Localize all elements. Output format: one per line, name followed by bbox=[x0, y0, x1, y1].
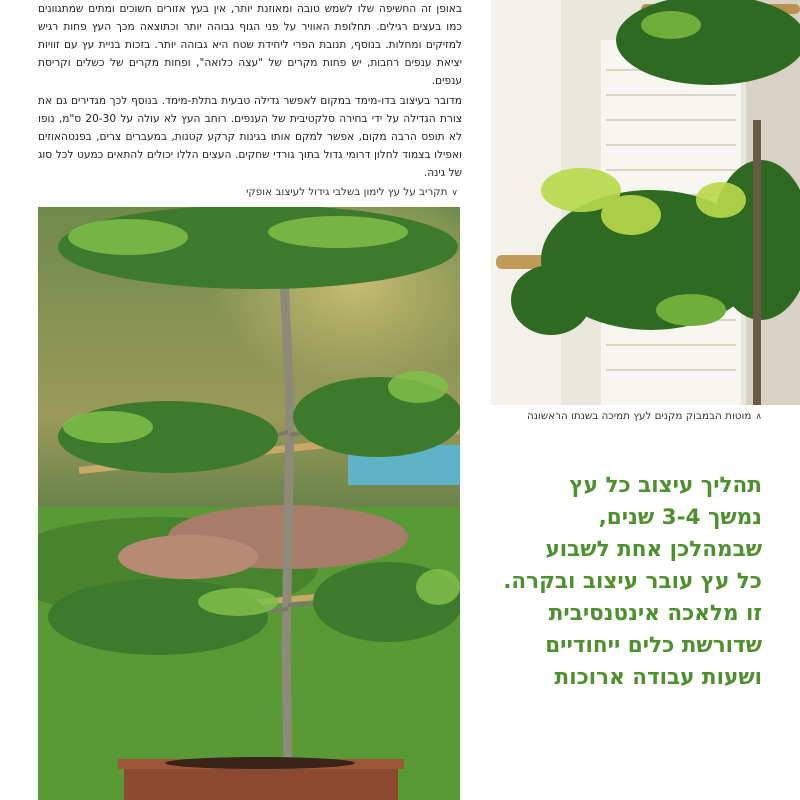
pull-quote-line: ושעות עבודה ארוכות bbox=[554, 665, 762, 690]
bamboo-support-illustration bbox=[491, 0, 800, 405]
pull-quote-line: נמשך 3-4 שנים, bbox=[598, 505, 762, 530]
pull-quote-line: תהליך עיצוב כל עץ bbox=[569, 473, 762, 498]
espalier-lemon-tree-photo bbox=[38, 207, 460, 800]
lemon-tree-illustration bbox=[38, 207, 460, 800]
caption-arrow-down-icon: ∨ bbox=[451, 188, 458, 198]
main-caption-text: תקריב על עץ לימון בשלבי גידול לעיצוב אופקי bbox=[246, 186, 448, 198]
pull-quote-line: שדורשת כלים ייחודיים bbox=[545, 633, 762, 658]
body-paragraph-2: מדובר בעיצוב בדו-מימד במקום לאפשר גדילה טבעית בתלת-מימד. בנוסף לכך מגדירים גם את צורת הגדילה על ידי בחירה סלקטיבית של הענפים. רוחב העץ לא עולה על 20-30 ס"מ, נופו לא תופס הרבה מקום, אפשר למקם אותו בגינות קרקע קטנות, במעברים צרים, בפנטהאוזים ואפילו בצמוד לחלון דרומי גדול בתוך גורדי שחקים. העצים הללו יכולים להתאים כמעט לכל סוג של גינה. bbox=[38, 95, 462, 179]
body-paragraph-1: באופן זה החשיפה שלו לשמש טובה ומאוזנת יותר, אין בעץ אזורים חשוכים ומתים שמתגוונים כמו בעצים רגילים. תחלופת האוויר על פני הגוף גבוהה יותר וכתוצאה מכך העץ פחות רגיש למזיקים ומחלות. בנוסף, תנובת הפרי ליחידת שטח היא גבוהה יותר. בזכות בניית עץ עם זוויות יציאת ענפים רחבות, יש פחות מקרים של "עצה כלואה", ופחות מקרים של כשלים וקריסת ענפים. bbox=[38, 3, 462, 87]
pull-quote-line: כל עץ עובר עיצוב ובקרה. bbox=[503, 569, 762, 594]
side-photo-caption bbox=[492, 410, 762, 422]
pull-quote bbox=[480, 470, 762, 694]
bamboo-support-tree-photo bbox=[491, 0, 800, 405]
side-caption-text: מוטות הבמבוק מקנים לעץ תמיכה בשנתו הראשונה bbox=[526, 410, 752, 422]
caption-arrow-up-icon: ∧ bbox=[755, 412, 762, 422]
article-body bbox=[38, 0, 462, 184]
pull-quote-line: שבמהלכן אחת לשבוע bbox=[545, 537, 762, 562]
pull-quote-line: זו מלאכה אינטנסיבית bbox=[548, 601, 762, 626]
main-photo-caption bbox=[38, 186, 458, 198]
